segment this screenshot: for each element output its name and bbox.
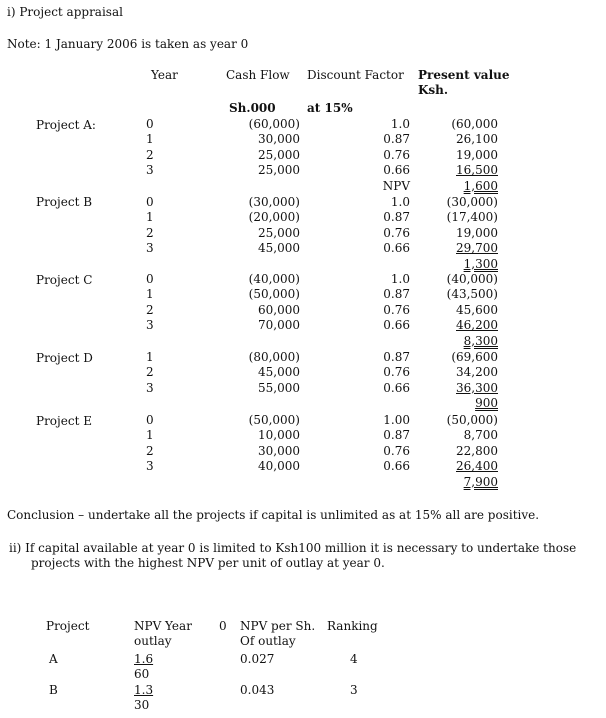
present-value-cell: 8,700 xyxy=(463,428,498,443)
present-value-cell: (30,000) xyxy=(446,195,498,209)
present-value-unit: Ksh. xyxy=(418,83,449,97)
year-cell: 3 xyxy=(146,459,154,474)
npv-value: 8,300 xyxy=(463,333,498,348)
project-b-present-values xyxy=(430,195,498,272)
year-cell: 0 xyxy=(146,195,154,209)
year-cell: 3 xyxy=(146,163,154,178)
project-c-years xyxy=(146,272,160,334)
present-value-cell: 26,100 xyxy=(456,132,498,147)
year-cell: 3 xyxy=(146,241,154,256)
ranking-row-outlay: 30 xyxy=(134,698,150,712)
npv-value: 1,600 xyxy=(463,178,498,193)
ranking-outlay-header: outlay xyxy=(134,634,172,648)
project-d-years xyxy=(146,350,160,396)
ranking-row-npv: 1.6 xyxy=(134,652,154,666)
cash-flow-cell: 30,000 xyxy=(258,443,300,458)
cash-flow-cell: 45,000 xyxy=(258,365,300,380)
discount-factor-cell: 0.76 xyxy=(383,365,410,380)
discount-factor-cell: 0.66 xyxy=(383,459,410,474)
present-value-cell: (69,600 xyxy=(451,350,498,364)
year-cell: 3 xyxy=(146,380,154,395)
discount-factor-cell: 0.76 xyxy=(383,147,410,162)
ranking-of-outlay-header: Of outlay xyxy=(240,634,296,648)
discount-factor-cell: 0.87 xyxy=(383,287,410,302)
cash-flow-cell: 25,000 xyxy=(258,147,300,162)
year-cell: 1 xyxy=(146,132,154,147)
project-e-name: Project E xyxy=(36,414,92,428)
project-d-present-values xyxy=(430,350,498,412)
present-value-cell: 26,400 xyxy=(456,459,498,474)
cash-flow-cell: (60,000) xyxy=(248,117,300,131)
cash-flow-cell: (50,000) xyxy=(248,287,300,302)
discount-factor-cell: 0.66 xyxy=(383,163,410,178)
present-value-cell: 19,000 xyxy=(456,225,498,240)
project-b-name: Project B xyxy=(36,195,93,209)
ranking-row-npv: 1.3 xyxy=(134,683,154,697)
ranking-row-npv-per-sh: 0.043 xyxy=(240,683,275,697)
year-cell: 2 xyxy=(146,365,154,380)
year-cell: 0 xyxy=(146,413,154,427)
present-value-cell: 46,200 xyxy=(456,318,498,333)
discount-factor-cell: 0.87 xyxy=(383,132,410,147)
present-value-cell: (17,400) xyxy=(446,210,498,225)
ranking-zero-header: 0 xyxy=(219,619,227,633)
project-a-name: Project A: xyxy=(36,118,96,132)
ranking-row-project: A xyxy=(49,652,58,666)
section-heading: i) Project appraisal xyxy=(7,5,123,19)
project-a-cash-flows xyxy=(230,117,300,179)
npv-value: 7,900 xyxy=(463,474,498,489)
project-e-discount-factors xyxy=(370,413,410,475)
ranking-row-rank: 3 xyxy=(350,683,358,697)
part-ii-text: ii) If capital available at year 0 is limited to Ksh100 million it is necessary to undertake those projects with the highest NPV per unit of outlay at year 0. xyxy=(9,541,577,570)
year-cell: 0 xyxy=(146,272,154,286)
ranking-row-project: B xyxy=(49,683,58,697)
year-cell: 2 xyxy=(146,443,154,458)
cash-flow-cell: (80,000) xyxy=(248,350,300,364)
cash-flow-cell: 55,000 xyxy=(258,380,300,395)
cash-flow-unit: Sh.000 xyxy=(229,101,276,115)
ranking-header: Ranking xyxy=(327,619,378,633)
present-value-cell: (40,000) xyxy=(446,272,498,286)
project-a-years xyxy=(146,117,160,179)
year-header: Year xyxy=(151,68,178,82)
discount-rate-label: at 15% xyxy=(307,101,353,115)
project-e-cash-flows xyxy=(230,413,300,475)
conclusion-text: Conclusion – undertake all the projects if capital is unlimited as at 15% all are positive. xyxy=(7,508,540,522)
project-a-discount-factors xyxy=(370,117,410,194)
project-c-cash-flows xyxy=(230,272,300,334)
year-cell: 0 xyxy=(146,117,154,131)
discount-factor-cell: 0.87 xyxy=(383,350,410,364)
discount-factor-cell: 0.76 xyxy=(383,225,410,240)
discount-factor-cell: 0.76 xyxy=(383,443,410,458)
cash-flow-cell: (50,000) xyxy=(248,413,300,427)
present-value-cell: 16,500 xyxy=(456,163,498,178)
cash-flow-cell: 30,000 xyxy=(258,132,300,147)
ranking-row-rank: 4 xyxy=(350,652,358,666)
discount-factor-cell: 0.87 xyxy=(383,210,410,225)
cash-flow-cell: 60,000 xyxy=(258,302,300,317)
discount-factor-cell: 0.66 xyxy=(383,380,410,395)
ranking-project-header: Project xyxy=(46,619,90,633)
cash-flow-cell: 25,000 xyxy=(258,225,300,240)
year-cell: 2 xyxy=(146,225,154,240)
cash-flow-cell: 40,000 xyxy=(258,459,300,474)
ranking-row-npv-per-sh: 0.027 xyxy=(240,652,275,666)
present-value-header: Present value xyxy=(418,68,510,82)
discount-factor-cell: 1.0 xyxy=(390,195,410,209)
project-b-cash-flows xyxy=(230,195,300,257)
year-cell: 1 xyxy=(146,350,154,364)
npv-value: 1,300 xyxy=(463,256,498,271)
ranking-npv-year-header: NPV Year xyxy=(134,619,192,633)
project-d-discount-factors xyxy=(370,350,410,396)
cash-flow-cell: 25,000 xyxy=(258,163,300,178)
cash-flow-cell: (20,000) xyxy=(248,210,300,225)
npv-label: NPV xyxy=(382,178,410,193)
discount-factor-header: Discount Factor xyxy=(307,68,404,82)
ranking-npv-per-sh-header: NPV per Sh. xyxy=(240,619,316,633)
present-value-cell: 22,800 xyxy=(456,443,498,458)
cash-flow-cell: 70,000 xyxy=(258,318,300,333)
cash-flow-header: Cash Flow xyxy=(226,68,290,82)
present-value-cell: 19,000 xyxy=(456,147,498,162)
discount-factor-cell: 1.0 xyxy=(390,272,410,286)
year-cell: 1 xyxy=(146,428,154,443)
year-cell: 2 xyxy=(146,302,154,317)
project-c-present-values xyxy=(430,272,498,349)
year-cell: 3 xyxy=(146,318,154,333)
present-value-cell: (50,000) xyxy=(446,413,498,427)
discount-factor-cell: 0.87 xyxy=(383,428,410,443)
cash-flow-cell: 10,000 xyxy=(258,428,300,443)
present-value-cell: 34,200 xyxy=(456,365,498,380)
present-value-cell: 45,600 xyxy=(456,302,498,317)
discount-factor-cell: 0.76 xyxy=(383,302,410,317)
project-c-name: Project C xyxy=(36,273,93,287)
project-b-discount-factors xyxy=(370,195,410,257)
project-d-name: Project D xyxy=(36,351,93,365)
discount-factor-cell: 1.00 xyxy=(383,413,410,427)
project-c-discount-factors xyxy=(370,272,410,334)
year-cell: 1 xyxy=(146,210,154,225)
year-cell: 1 xyxy=(146,287,154,302)
discount-factor-cell: 0.66 xyxy=(383,241,410,256)
discount-factor-cell: 1.0 xyxy=(390,117,410,131)
project-e-present-values xyxy=(430,413,498,490)
npv-value: 900 xyxy=(475,396,498,411)
project-d-cash-flows xyxy=(230,350,300,396)
present-value-cell: 36,300 xyxy=(456,380,498,395)
ranking-row-outlay: 60 xyxy=(134,667,150,681)
project-a-present-values xyxy=(430,117,498,194)
cash-flow-cell: (30,000) xyxy=(248,195,300,209)
project-e-years xyxy=(146,413,160,475)
present-value-cell: 29,700 xyxy=(456,241,498,256)
cash-flow-cell: (40,000) xyxy=(248,272,300,286)
year-cell: 2 xyxy=(146,147,154,162)
cash-flow-cell: 45,000 xyxy=(258,241,300,256)
note-text: Note: 1 January 2006 is taken as year 0 xyxy=(7,37,249,51)
present-value-cell: (60,000 xyxy=(451,117,498,131)
discount-factor-cell: 0.66 xyxy=(383,318,410,333)
project-b-years xyxy=(146,195,160,257)
present-value-cell: (43,500) xyxy=(446,287,498,302)
